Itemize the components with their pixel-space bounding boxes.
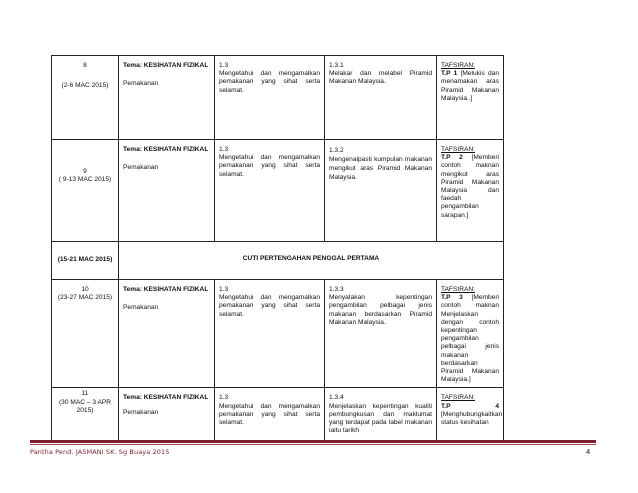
week-number: 8 <box>83 62 87 69</box>
week-number: 11 <box>81 390 89 398</box>
tafsiran-text: [Memberi contoh maknan Menjelaskan dengan contoh kepentingan pengambilan pelbagai jenis makanan berdasarkan Piramid Makanan Malaysia.] <box>441 294 499 384</box>
tafsiran-cell <box>437 280 504 388</box>
week-date: (2-6 MAC 2015) <box>61 82 109 90</box>
tafsiran-heading: TAFSIRAN: <box>441 62 475 69</box>
learning-outcome-cell <box>325 388 437 442</box>
table-row-holiday <box>52 242 504 280</box>
tafsiran-heading: TAFSIRAN: <box>441 146 475 153</box>
standard-cell <box>215 388 325 442</box>
tafsiran-cell <box>437 140 504 242</box>
tp-level: T.P 1 <box>441 70 458 78</box>
week-cell <box>52 388 119 442</box>
tafsiran-cell <box>437 56 504 140</box>
standard-text: Mengetahui dan mengamalkan pemakanan yang sihat serta selamat. <box>219 154 320 178</box>
theme-subtitle: Pemakanan <box>123 408 159 416</box>
learning-outcome-code: 1.3.3 <box>329 286 344 293</box>
standard-code: 1.3 <box>219 62 229 69</box>
table-row <box>52 56 504 140</box>
learning-outcome-code: 1.3.2 <box>329 147 344 154</box>
week-number: 9 <box>83 168 87 175</box>
standard-cell <box>215 280 325 388</box>
week-cell <box>52 140 119 242</box>
tp-level: T.P 3 <box>441 294 463 302</box>
week-number: 10 <box>81 286 89 293</box>
tafsiran-heading: TAFSIRAN: <box>441 394 475 402</box>
standard-text: Mengetahui dan mengamalkan pemakanan yang sihat serta selamat. <box>219 70 320 94</box>
learning-outcome-code: 1.3.1 <box>329 62 344 69</box>
tafsiran-heading: TAFSIRAN: <box>441 286 475 293</box>
holiday-week-cell <box>52 242 119 280</box>
learning-outcome-text: Mengenalpasti kumpulan makanan mengikut aras Piramid Makanan Malaysia. <box>329 156 432 181</box>
tafsiran-cell <box>437 388 504 442</box>
theme-title: Tema: KESIHATAN FIZIKAL <box>123 394 209 402</box>
learning-outcome-cell <box>325 140 437 242</box>
tafsiran-text: [Memberi contoh maknan mengikut aras Piramid Makanan Malaysia dan faedah pengambilan sarapan.] <box>441 154 499 219</box>
learning-outcome-text: Menjelaskan kepentingan kualiti pembungkusan dan maklumat yang terdapat pada label makanan iaitu tarikh <box>329 402 432 435</box>
table-row <box>52 280 504 388</box>
tafsiran-text: [Melukis dan menamakan aras Piramid Makanan Malaysia..] <box>441 70 499 102</box>
standard-text: Mengetahui dan mengamalkan pemakanan yang sihat serta selamat. <box>219 294 320 318</box>
learning-outcome-code: 1.3.4 <box>329 394 344 402</box>
standard-code: 1.3 <box>219 146 229 153</box>
theme-subtitle: Pemakanan <box>123 164 159 172</box>
theme-subtitle: Pemakanan <box>123 80 159 88</box>
theme-cell <box>119 56 215 140</box>
lesson-plan-table <box>51 55 504 442</box>
learning-outcome-cell <box>325 280 437 388</box>
theme-title: Tema: KESIHATAN FIZIKAL <box>123 146 209 153</box>
table-row <box>52 388 504 442</box>
learning-outcome-text: Menyatakan kepentingan pengambilan pelbagai jenis makanan berdasarkan Piramid Makanan Malaysia. <box>329 294 432 326</box>
theme-subtitle: Pemakanan <box>123 304 159 312</box>
table-row <box>52 140 504 242</box>
footer-divider-thin <box>30 444 596 445</box>
standard-text: Mengetahui dan mengamalkan pemakanan yang sihat serta selamat. <box>219 402 320 427</box>
week-date: (23-27 MAC 2015) <box>57 294 113 302</box>
standard-cell <box>215 140 325 242</box>
week-cell <box>52 280 119 388</box>
theme-title: Tema: KESIHATAN FIZIKAL <box>123 62 209 69</box>
footer-text: Pantha Pend. JASMANI SK. Sg Buaya 2015 <box>30 448 170 456</box>
standard-code: 1.3 <box>219 286 229 293</box>
theme-cell <box>119 140 215 242</box>
tafsiran-text: [Menghubungkaitkan status kesihatan <box>441 410 503 427</box>
holiday-title: CUTI PERTENGAHAN PENGGAL PERTAMA <box>242 254 380 262</box>
theme-title: Tema: KESIHATAN FIZIKAL <box>123 286 209 293</box>
standard-code: 1.3 <box>219 394 229 402</box>
tp-level: T.P 4 <box>441 402 499 410</box>
tp-level: T.P 2 <box>441 154 463 162</box>
holiday-cell <box>119 242 504 280</box>
week-cell <box>52 56 119 140</box>
theme-cell <box>119 280 215 388</box>
learning-outcome-text: Melakar dan melabel Piramid Makanan Malaysia. <box>329 70 432 86</box>
theme-cell <box>119 388 215 442</box>
page-number: 4 <box>586 447 591 456</box>
holiday-week-date: (15-21 MAC 2015) <box>57 255 113 263</box>
standard-cell <box>215 56 325 140</box>
footer-divider <box>30 440 596 443</box>
week-date: (30 MAC – 3 APR 2015) <box>58 398 112 414</box>
week-date: ( 9-13 MAC 2015) <box>58 176 112 184</box>
learning-outcome-cell <box>325 56 437 140</box>
